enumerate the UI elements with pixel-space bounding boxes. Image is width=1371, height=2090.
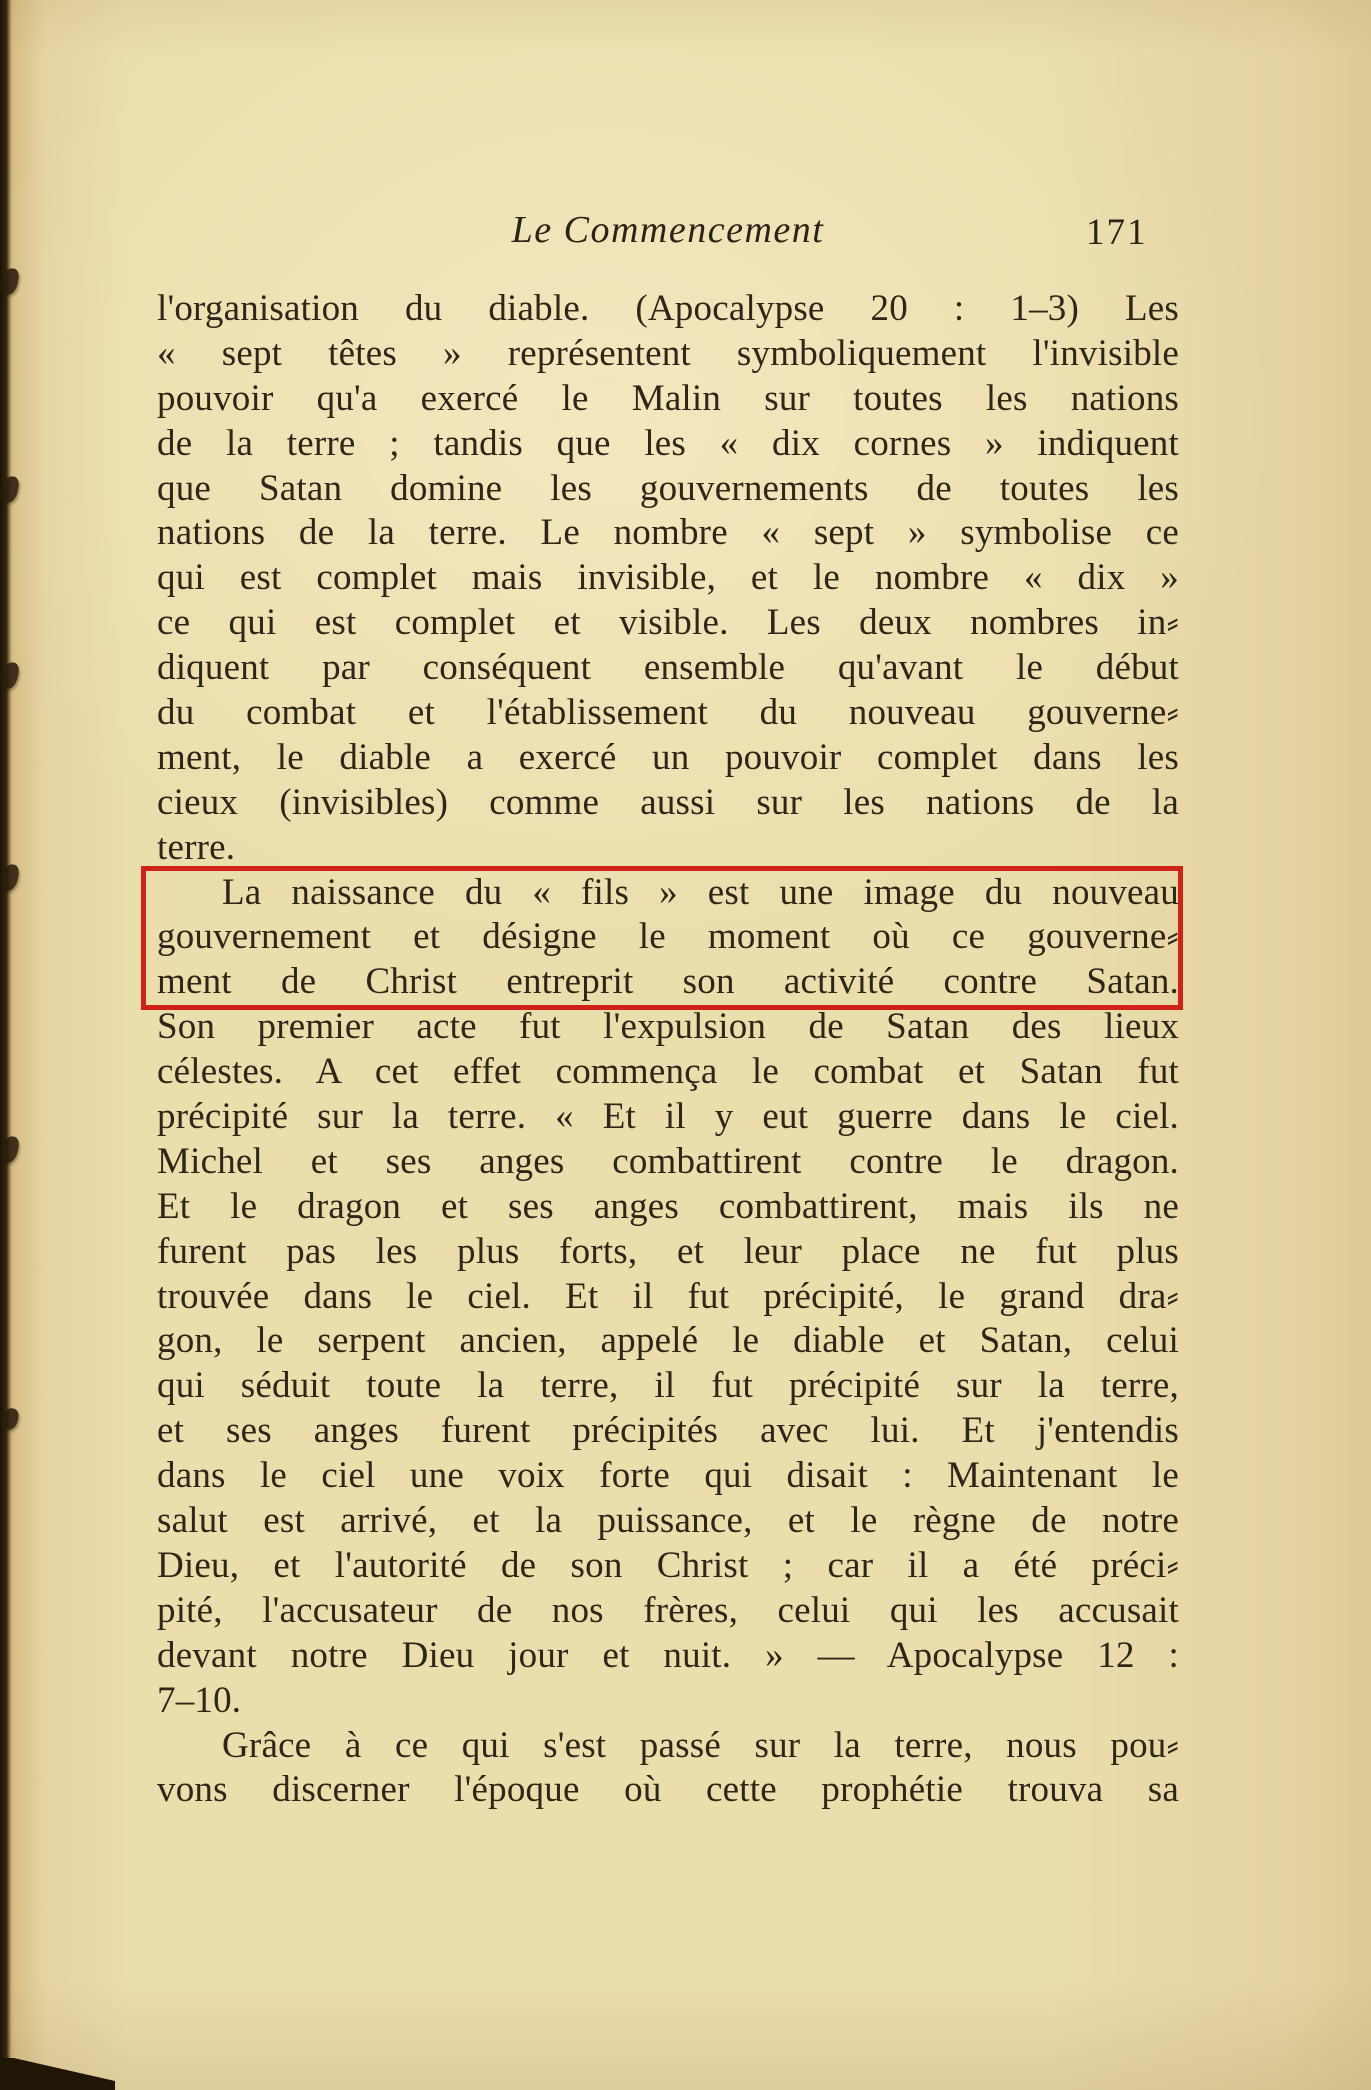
text-line: « sept têtes » représentent symboliquement l'invisible (157, 332, 1179, 374)
text-line: qui est complet mais invisible, et le nombre « dix » (157, 557, 1179, 599)
highlight-rectangle (141, 866, 1183, 1010)
text-line: La naissance du « fils » est une image du nouveau (222, 871, 1179, 913)
text-line: dans le ciel une voix forte qui disait : Maintenant le (157, 1455, 1179, 1497)
text-line: et ses anges furent précipités avec lui. Et j'entendis (157, 1410, 1179, 1452)
cover-corner (0, 2058, 115, 2090)
text-line: du combat et l'établissement du nouveau gouverne⸗ (157, 692, 1179, 734)
paragraph (157, 287, 1179, 871)
text-line: pouvoir qu'a exercé le Malin sur toutes les nations (157, 377, 1179, 419)
text-line: cieux (invisibles) comme aussi sur les nations de la (157, 781, 1179, 823)
text-line: devant notre Dieu jour et nuit. » — Apocalypse 12 : (157, 1634, 1179, 1676)
text-line: que Satan domine les gouvernements de toutes les (157, 467, 1179, 509)
text-line: trouvée dans le ciel. Et il fut précipité, le grand dra⸗ (157, 1275, 1179, 1317)
text-line: Son premier acte fut l'expulsion de Satan des lieux (157, 1006, 1179, 1048)
running-header-title: Le Commencement (511, 209, 825, 251)
text-line: vons discerner l'époque où cette prophétie trouva sa (157, 1769, 1179, 1811)
text-line: terre. (157, 826, 236, 868)
text-line: qui séduit toute la terre, il fut précipité sur la terre, (157, 1365, 1179, 1407)
text-line: précipité sur la terre. « Et il y eut guerre dans le ciel. (157, 1096, 1179, 1138)
text-line: Et le dragon et ses anges combattirent, mais ils ne (157, 1185, 1179, 1227)
text-line: ce qui est complet et visible. Les deux nombres in⸗ (157, 602, 1179, 644)
text-line: pité, l'accusateur de nos frères, celui qui les accusait (157, 1589, 1179, 1631)
binding-edge (0, 0, 12, 2090)
text-line: Grâce à ce qui s'est passé sur la terre, nous pou⸗ (222, 1724, 1179, 1766)
text-line: diquent par conséquent ensemble qu'avant le début (157, 647, 1179, 689)
text-line: célestes. A cet effet commença le combat et Satan fut (157, 1051, 1179, 1093)
text-line: gon, le serpent ancien, appelé le diable et Satan, celui (157, 1320, 1179, 1362)
text-line: ment de Christ entreprit son activité contre Satan. (157, 961, 1179, 1003)
text-column (157, 287, 1179, 1813)
text-line: furent pas les plus forts, et leur place ne fut plus (157, 1230, 1179, 1272)
text-line: gouvernement et désigne le moment où ce gouverne⸗ (157, 916, 1179, 958)
text-line: Dieu, et l'autorité de son Christ ; car il a été préci⸗ (157, 1544, 1179, 1586)
text-line: l'organisation du diable. (Apocalypse 20 : 1–3) Les (157, 288, 1179, 329)
text-line: de la terre ; tandis que les « dix cornes » indiquent (157, 422, 1179, 464)
text-line: Michel et ses anges combattirent contre le dragon. (157, 1140, 1179, 1182)
text-line: 7–10. (157, 1679, 242, 1721)
page-number: 171 (1086, 212, 1148, 253)
text-line: salut est arrivé, et la puissance, et le règne de notre (157, 1500, 1179, 1542)
text-line: nations de la terre. Le nombre « sept » symbolise ce (157, 512, 1179, 554)
text-line: ment, le diable a exercé un pouvoir complet dans les (157, 736, 1179, 778)
paragraph (157, 1724, 1179, 1814)
